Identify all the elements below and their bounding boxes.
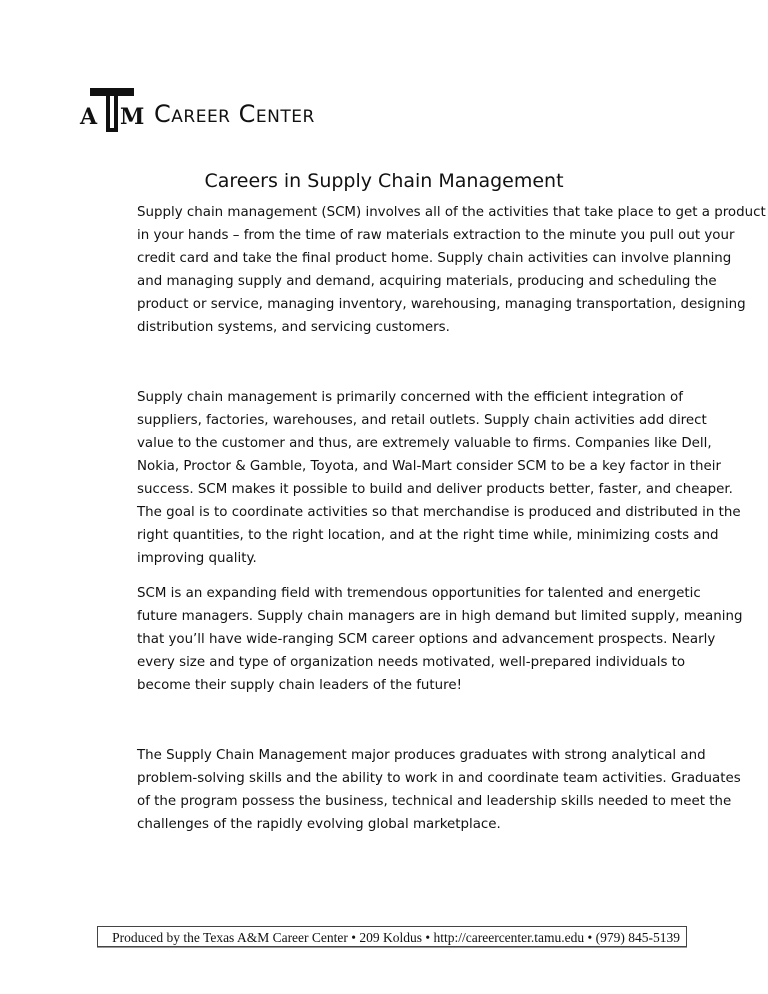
- text-line: The Supply Chain Management major produces graduates with strong analytical and: [137, 748, 706, 763]
- text-line: value to the customer and thus, are extremely valuable to firms. Companies like Dell,: [137, 436, 712, 451]
- text-line: become their supply chain leaders of the future!: [137, 678, 462, 693]
- text-line: Supply chain management is primarily concerned with the efficient integration of: [137, 390, 683, 405]
- logo-text: Career Center: [154, 100, 315, 128]
- text-line: improving quality.: [137, 551, 257, 566]
- paragraph-3: [137, 582, 742, 697]
- text-line: suppliers, factories, warehouses, and retail outlets. Supply chain activities add direct: [137, 413, 707, 428]
- text-line: and managing supply and demand, acquiring materials, producing and scheduling the: [137, 274, 717, 289]
- atm-logo-icon: A M: [80, 88, 142, 132]
- paragraph-2: [137, 386, 741, 570]
- text-line: right quantities, to the right location, and at the right time while, minimizing costs and: [137, 528, 719, 543]
- text-line: Nokia, Proctor & Gamble, Toyota, and Wal-Mart consider SCM to be a key factor in their: [137, 459, 721, 474]
- text-line: product or service, managing inventory, warehousing, managing transportation, designing: [137, 297, 746, 312]
- text-line: of the program possess the business, technical and leadership skills needed to meet the: [137, 794, 732, 809]
- footer: Produced by the Texas A&M Career Center • 209 Koldus • http://careercenter.tamu.edu • (979) 845-5139: [97, 926, 687, 947]
- text-line: SCM is an expanding field with tremendous opportunities for talented and energetic: [137, 586, 701, 601]
- text-line: The goal is to coordinate activities so that merchandise is produced and distributed in the: [137, 505, 741, 520]
- paragraph-1: [137, 201, 766, 339]
- text-line: in your hands – from the time of raw materials extraction to the minute you pull out your: [137, 228, 735, 243]
- text-line: challenges of the rapidly evolving global marketplace.: [137, 817, 501, 832]
- text-line: distribution systems, and servicing customers.: [137, 320, 450, 335]
- text-line: that you’ll have wide-ranging SCM career options and advancement prospects. Nearly: [137, 632, 716, 647]
- text-line: future managers. Supply chain managers are in high demand but limited supply, meaning: [137, 609, 743, 624]
- text-line: every size and type of organization needs motivated, well-prepared individuals to: [137, 655, 686, 670]
- text-line: credit card and take the final product home. Supply chain activities can involve planning: [137, 251, 732, 266]
- page-title: Careers in Supply Chain Management: [204, 170, 564, 192]
- text-line: Supply chain management (SCM) involves all of the activities that take place to get a product: [137, 205, 766, 220]
- paragraph-4: [137, 744, 741, 836]
- career-center-logo: [80, 88, 315, 132]
- text-line: problem-solving skills and the ability to work in and coordinate team activities. Graduates: [137, 771, 741, 786]
- text-line: success. SCM makes it possible to build and deliver products better, faster, and cheaper.: [137, 482, 733, 497]
